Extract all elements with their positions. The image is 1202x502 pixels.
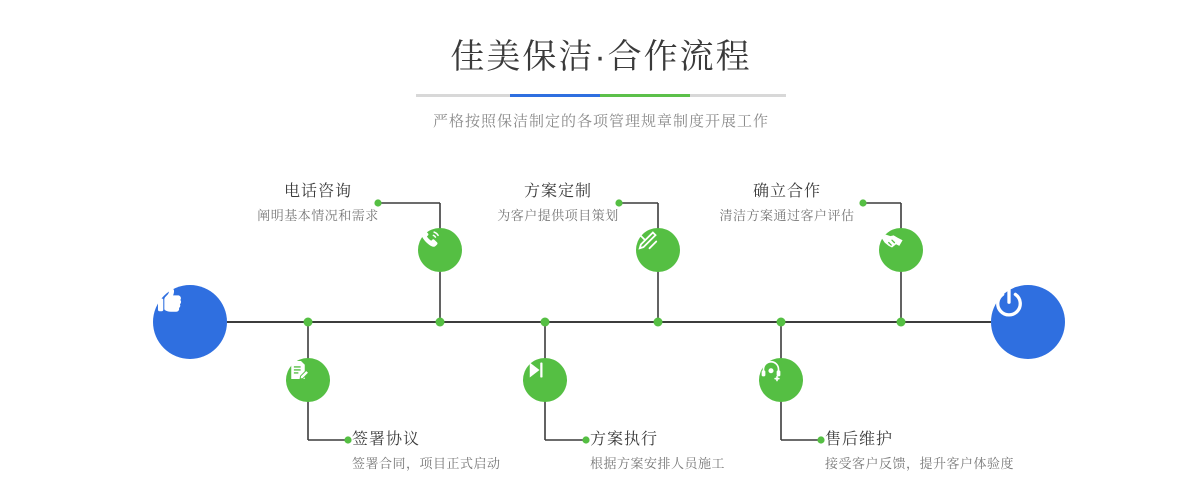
step-title-2: 签署协议	[352, 431, 421, 448]
step-label-6	[825, 430, 1085, 473]
title-divider	[416, 94, 786, 97]
flow-end-node[interactable]	[991, 285, 1065, 359]
step-title-3: 方案定制	[523, 183, 592, 200]
step-node-4[interactable]	[523, 358, 567, 402]
divider-segment-blue	[510, 94, 600, 97]
step-label-4	[590, 430, 820, 473]
step-label-2	[352, 430, 582, 473]
step-label-5	[712, 182, 862, 225]
step-desc-1: 阐明基本情况和需求	[257, 208, 379, 223]
step-desc-2: 签署合同，项目正式启动	[352, 456, 501, 471]
step-node-6[interactable]	[759, 358, 803, 402]
page-title: 佳美保洁·合作流程	[450, 38, 752, 76]
step-title-6: 售后维护	[825, 431, 894, 448]
process-flow-diagram	[0, 150, 1202, 502]
step-node-5[interactable]	[879, 228, 923, 272]
step-node-1[interactable]	[418, 228, 462, 272]
step-desc-4: 根据方案安排人员施工	[590, 456, 726, 471]
step-desc-6: 接受客户反馈，提升客户体验度	[825, 456, 1015, 471]
step-title-1: 电话咨询	[283, 183, 352, 200]
step-label-1	[248, 182, 388, 225]
step-title-4: 方案执行	[590, 431, 659, 448]
flow-start-node[interactable]	[153, 285, 227, 359]
page-subtitle: 严格按照保洁制定的各项管理规章制度开展工作	[432, 113, 769, 130]
divider-segment-green	[600, 94, 690, 97]
step-label-3	[488, 182, 628, 225]
step-node-3[interactable]	[636, 228, 680, 272]
step-title-5: 确立合作	[752, 183, 821, 200]
step-desc-5: 清洁方案通过客户评估	[719, 208, 855, 223]
step-desc-3: 为客户提供项目策划	[497, 208, 619, 223]
step-node-2[interactable]	[286, 358, 330, 402]
page-header	[0, 34, 1202, 131]
